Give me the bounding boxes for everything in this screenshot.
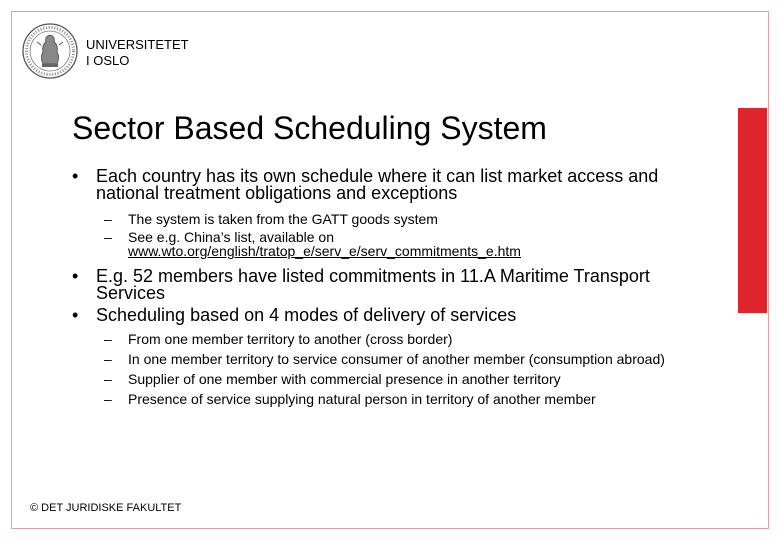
- sub-bullet-gatt: [72, 212, 712, 226]
- sub-bullet-mode-1-text: From one member territory to another (cross border): [128, 331, 453, 347]
- university-name: [86, 37, 189, 69]
- sub-bullet-china-list: [72, 230, 712, 258]
- bullet-schedules-text: Each country has its own schedule where it can list market access and national treatment obligations and exceptions: [96, 166, 659, 203]
- wto-commitments-link[interactable]: www.wto.org/english/tratop_e/serv_e/serv_commitments_e.htm: [128, 243, 521, 259]
- accent-bar: [738, 108, 767, 313]
- bullet-maritime-text: E.g. 52 members have listed commitments in 11.A Maritime Transport Services: [96, 266, 650, 303]
- slide-body: [72, 168, 712, 406]
- university-name-line2: I OSLO: [86, 53, 130, 68]
- bullet-dot: •: [72, 166, 79, 186]
- footer-text: © DET JURIDISKE FAKULTET: [30, 502, 182, 514]
- sub-bullet-china-text: See e.g. China’s list, available on: [128, 229, 334, 245]
- university-name-line1: UNIVERSITETET: [86, 37, 189, 52]
- bullet-schedules: [72, 168, 712, 202]
- sub-bullet-dash: –: [104, 351, 112, 367]
- sub-bullet-mode-1: [72, 332, 712, 346]
- sub-bullet-mode-4: [72, 392, 712, 406]
- bullet-modes: [72, 307, 712, 324]
- sub-bullet-mode-3: [72, 372, 712, 386]
- bullet-dot: •: [72, 305, 79, 325]
- sub-bullet-dash: –: [104, 211, 112, 227]
- sub-bullet-dash: –: [104, 331, 112, 347]
- sub-bullet-gatt-text: The system is taken from the GATT goods system: [128, 211, 438, 227]
- slide-title: Sector Based Scheduling System: [72, 110, 547, 146]
- sub-bullet-mode-4-text: Presence of service supplying natural person in territory of another member: [128, 391, 596, 407]
- sub-bullet-mode-2: [72, 352, 712, 366]
- sub-bullet-dash: –: [104, 229, 112, 245]
- sub-bullet-dash: –: [104, 371, 112, 387]
- bullet-maritime: [72, 268, 712, 302]
- university-seal-icon: [21, 22, 79, 80]
- bullet-dot: •: [72, 266, 79, 286]
- sub-bullet-mode-3-text: Supplier of one member with commercial presence in another territory: [128, 371, 561, 387]
- bullet-modes-text: Scheduling based on 4 modes of delivery of services: [96, 305, 517, 325]
- sub-bullet-dash: –: [104, 391, 112, 407]
- sub-bullet-mode-2-text: In one member territory to service consumer of another member (consumption abroad): [128, 351, 665, 367]
